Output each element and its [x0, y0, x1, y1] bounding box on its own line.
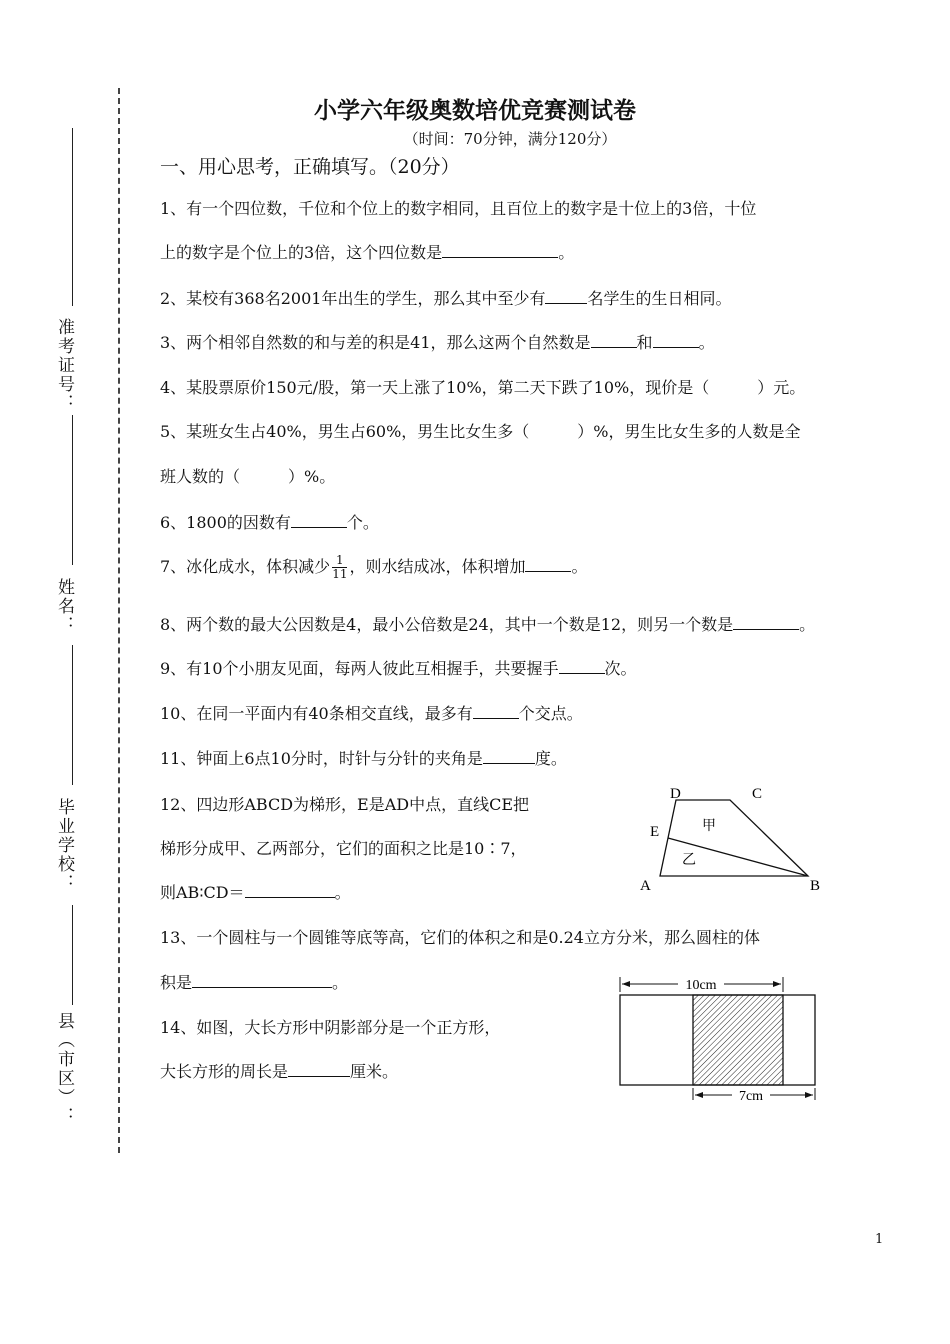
question-11 — [160, 746, 567, 769]
exam-number-label: 准考证号： — [54, 318, 74, 413]
punctuation: 。 — [558, 243, 575, 262]
punctuation: 。 — [571, 557, 588, 576]
punctuation: 。 — [799, 615, 816, 634]
question-8-text: 8、两个数的最大公因数是4，最小公倍数是24，其中一个数是12，则另一个数是 — [160, 615, 734, 634]
answer-blank[interactable] — [473, 704, 519, 719]
question-7-text: 7、冰化成水，体积减少 — [160, 557, 331, 576]
bottom-dimension-label: 7cm — [738, 1089, 764, 1104]
county-line — [72, 905, 73, 1005]
fraction-numerator: 1 — [332, 554, 347, 568]
county-label: 县（市区）： — [54, 1012, 74, 1126]
question-5-line-1: 5、某班女生占40%，男生占60%，男生比女生多（ ）%，男生比女生多的人数是全 — [160, 422, 801, 441]
fraction — [332, 554, 347, 581]
question-6-tail: 个。 — [346, 513, 379, 532]
question-3-and: 和 — [636, 333, 653, 352]
question-8 — [160, 612, 815, 635]
exam-title: 小学六年级奥数培优竞赛测试卷 — [314, 98, 636, 124]
answer-blank[interactable] — [545, 289, 587, 304]
question-1-line-1: 1、有一个四位数，千位和个位上的数字相同，且百位上的数字是十位上的3倍，十位 — [160, 199, 757, 218]
answer-blank[interactable] — [245, 883, 335, 898]
name-line — [72, 415, 73, 565]
question-3 — [160, 330, 715, 353]
question-10-tail: 个交点。 — [518, 704, 583, 723]
question-2-text: 2、某校有368名2001年出生的学生，那么其中至少有 — [160, 289, 546, 308]
question-1-text: 上的数字是个位上的3倍，这个四位数是 — [160, 243, 443, 262]
question-14-tail: 厘米。 — [350, 1062, 399, 1081]
question-9-tail: 次。 — [604, 659, 637, 678]
question-10 — [160, 701, 583, 724]
question-7-tail: ，则水结成冰，体积增加 — [349, 557, 526, 576]
question-9-text: 9、有10个小朋友见面，每两人彼此互相握手，共要握手 — [160, 659, 559, 678]
answer-blank[interactable] — [483, 749, 535, 764]
question-1-line-2 — [160, 240, 574, 263]
arrow-right-icon — [773, 981, 781, 987]
question-11-tail: 度。 — [534, 749, 567, 768]
question-6-text: 6、1800的因数有 — [160, 513, 291, 532]
punctuation: 。 — [334, 883, 351, 902]
label-jia: 甲 — [702, 818, 716, 834]
question-2-tail: 名学生的生日相同。 — [587, 289, 732, 308]
rectangle-figure — [610, 970, 830, 1110]
label-a: A — [640, 878, 651, 894]
answer-blank[interactable] — [291, 513, 347, 528]
arrow-left-icon — [622, 981, 630, 987]
answer-blank[interactable] — [733, 615, 799, 630]
answer-blank[interactable] — [559, 659, 605, 674]
label-b: B — [810, 878, 821, 894]
name-label: 姓名： — [54, 578, 74, 635]
top-dimension-label: 10cm — [685, 978, 717, 993]
label-d: D — [670, 786, 681, 802]
question-12-line-1: 12、四边形ABCD为梯形，E是AD中点，直线CE把 — [160, 795, 530, 814]
question-11-text: 11、钟面上6点10分时，时针与分针的夹角是 — [160, 749, 483, 768]
question-10-text: 10、在同一平面内有40条相交直线，最多有 — [160, 704, 473, 723]
arrow-right-icon — [805, 1092, 813, 1098]
question-12-line-2: 梯形分成甲、乙两部分，它们的面积之比是10∶7， — [160, 839, 527, 858]
answer-blank[interactable] — [591, 333, 637, 348]
punctuation: 。 — [332, 973, 349, 992]
question-4: 4、某股票原价150元/股，第一天上涨了10%，第二天下跌了10%，现价是（ ）元。 — [160, 378, 806, 397]
answer-blank[interactable] — [525, 557, 571, 572]
label-yi: 乙 — [682, 852, 696, 868]
answer-blank[interactable] — [653, 333, 699, 348]
question-7 — [160, 554, 588, 581]
exam-number-line — [72, 128, 73, 306]
question-14-line-2 — [160, 1059, 398, 1082]
school-line — [72, 645, 73, 785]
exam-subtitle: （时间：70分钟，满分120分） — [403, 130, 617, 148]
question-9 — [160, 656, 637, 679]
arrow-left-icon — [695, 1092, 703, 1098]
answer-blank[interactable] — [442, 243, 558, 258]
question-5-line-2: 班人数的（ ）%。 — [160, 467, 336, 486]
school-label: 毕业学校： — [54, 798, 74, 893]
answer-blank[interactable] — [192, 973, 332, 988]
fraction-denominator: 11 — [332, 567, 348, 581]
question-6 — [160, 510, 379, 533]
question-2 — [160, 286, 731, 309]
shaded-square — [693, 995, 783, 1085]
question-13-line-1: 13、一个圆柱与一个圆锥等底等高，它们的体积之和是0.24立方分米，那么圆柱的体 — [160, 928, 760, 947]
question-12-text: 则AB∶CD＝ — [160, 883, 245, 902]
page-number: 1 — [875, 1232, 884, 1247]
binding-dashed-line — [118, 88, 120, 1153]
answer-blank[interactable] — [288, 1062, 350, 1077]
question-13-text: 积是 — [160, 973, 193, 992]
label-e: E — [650, 824, 660, 840]
trapezoid-figure — [630, 778, 830, 898]
section-heading: 一、用心思考，正确填写。（20分） — [160, 156, 460, 178]
question-3-text: 3、两个相邻自然数的和与差的积是41，那么这两个自然数是 — [160, 333, 591, 352]
label-c: C — [752, 786, 763, 802]
punctuation: 。 — [698, 333, 715, 352]
question-12-line-3 — [160, 880, 351, 903]
question-14-text: 大长方形的周长是 — [160, 1062, 289, 1081]
question-13-line-2 — [160, 970, 348, 993]
question-14-line-1: 14、如图，大长方形中阴影部分是一个正方形， — [160, 1018, 501, 1037]
